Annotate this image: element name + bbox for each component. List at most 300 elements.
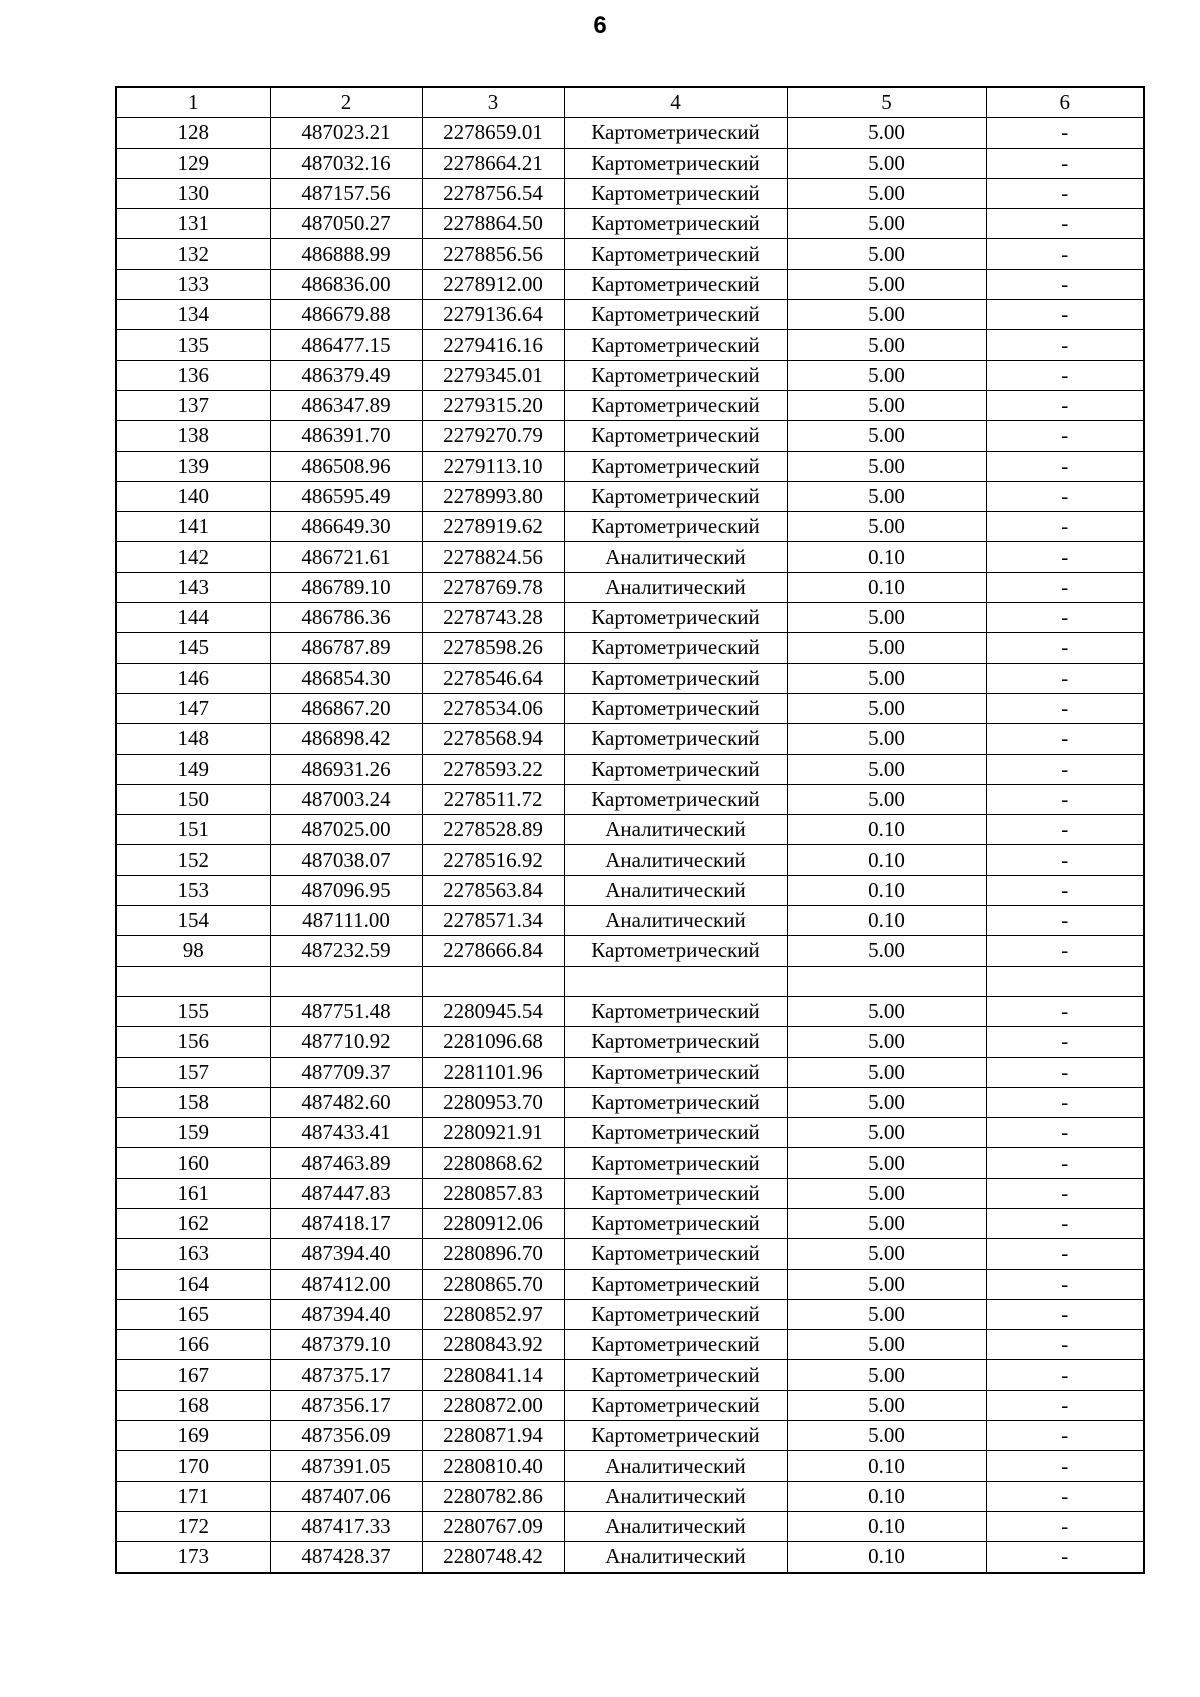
method-cell: Картометрический [564, 996, 787, 1026]
y-coordinate-cell: 2279416.16 [422, 330, 564, 360]
x-coordinate-cell: 487379.10 [270, 1330, 422, 1360]
note-cell: - [986, 118, 1144, 148]
method-cell: Картометрический [564, 269, 787, 299]
x-coordinate-cell: 486787.89 [270, 633, 422, 663]
accuracy-cell: 5.00 [787, 512, 986, 542]
note-cell: - [986, 1360, 1144, 1390]
x-coordinate-cell: 487032.16 [270, 148, 422, 178]
accuracy-cell: 5.00 [787, 996, 986, 1026]
note-cell: - [986, 754, 1144, 784]
y-coordinate-cell: 2280921.91 [422, 1118, 564, 1148]
x-coordinate-cell: 487482.60 [270, 1087, 422, 1117]
note-cell: - [986, 330, 1144, 360]
y-coordinate-cell: 2279345.01 [422, 360, 564, 390]
x-coordinate-cell: 487023.21 [270, 118, 422, 148]
x-coordinate-cell: 487003.24 [270, 784, 422, 814]
x-coordinate-cell: 486508.96 [270, 451, 422, 481]
accuracy-cell: 0.10 [787, 906, 986, 936]
method-cell: Аналитический [564, 1542, 787, 1573]
point-number-cell: 166 [116, 1330, 270, 1360]
y-coordinate-cell: 2279315.20 [422, 390, 564, 420]
note-cell: - [986, 1269, 1144, 1299]
x-coordinate-cell: 487710.92 [270, 1027, 422, 1057]
method-cell: Картометрический [564, 451, 787, 481]
point-number-cell: 139 [116, 451, 270, 481]
table-row [116, 300, 1144, 330]
table-row [116, 512, 1144, 542]
note-cell [986, 966, 1144, 996]
note-cell: - [986, 936, 1144, 966]
accuracy-cell: 5.00 [787, 1057, 986, 1087]
accuracy-cell: 5.00 [787, 330, 986, 360]
table-row [116, 178, 1144, 208]
y-coordinate-cell: 2278528.89 [422, 815, 564, 845]
table-row [116, 875, 1144, 905]
table-row [116, 360, 1144, 390]
y-coordinate-cell: 2279270.79 [422, 421, 564, 451]
note-cell: - [986, 1481, 1144, 1511]
x-coordinate-cell: 487050.27 [270, 209, 422, 239]
method-cell: Картометрический [564, 421, 787, 451]
note-cell: - [986, 815, 1144, 845]
table-row [116, 1511, 1144, 1541]
y-coordinate-cell: 2278593.22 [422, 754, 564, 784]
note-cell: - [986, 845, 1144, 875]
x-coordinate-cell: 487709.37 [270, 1057, 422, 1087]
method-cell: Картометрический [564, 1148, 787, 1178]
note-cell: - [986, 542, 1144, 572]
y-coordinate-cell: 2280868.62 [422, 1148, 564, 1178]
table-body [116, 118, 1144, 1573]
x-coordinate-cell: 486721.61 [270, 542, 422, 572]
method-cell: Картометрический [564, 512, 787, 542]
table-row [116, 663, 1144, 693]
table-row [116, 451, 1144, 481]
table-row [116, 1269, 1144, 1299]
column-header: 4 [564, 87, 787, 118]
point-number-cell: 161 [116, 1178, 270, 1208]
table-row [116, 1027, 1144, 1057]
accuracy-cell: 0.10 [787, 1511, 986, 1541]
x-coordinate-cell: 487394.40 [270, 1299, 422, 1329]
y-coordinate-cell: 2281101.96 [422, 1057, 564, 1087]
method-cell: Картометрический [564, 1330, 787, 1360]
point-number-cell: 155 [116, 996, 270, 1026]
point-number-cell: 156 [116, 1027, 270, 1057]
table-row [116, 906, 1144, 936]
x-coordinate-cell: 486679.88 [270, 300, 422, 330]
note-cell: - [986, 300, 1144, 330]
x-coordinate-cell: 487391.05 [270, 1451, 422, 1481]
x-coordinate-cell: 486931.26 [270, 754, 422, 784]
method-cell: Аналитический [564, 815, 787, 845]
method-cell: Картометрический [564, 1057, 787, 1087]
note-cell: - [986, 1027, 1144, 1057]
method-cell: Картометрический [564, 330, 787, 360]
note-cell: - [986, 512, 1144, 542]
note-cell: - [986, 572, 1144, 602]
note-cell: - [986, 451, 1144, 481]
y-coordinate-cell: 2280896.70 [422, 1239, 564, 1269]
point-number-cell: 152 [116, 845, 270, 875]
point-number-cell: 135 [116, 330, 270, 360]
y-coordinate-cell: 2278666.84 [422, 936, 564, 966]
y-coordinate-cell: 2278912.00 [422, 269, 564, 299]
y-coordinate-cell: 2280871.94 [422, 1421, 564, 1451]
y-coordinate-cell: 2278571.34 [422, 906, 564, 936]
point-number-cell: 133 [116, 269, 270, 299]
x-coordinate-cell: 487111.00 [270, 906, 422, 936]
table-row [116, 936, 1144, 966]
y-coordinate-cell: 2278516.92 [422, 845, 564, 875]
y-coordinate-cell: 2278568.94 [422, 724, 564, 754]
y-coordinate-cell: 2278993.80 [422, 481, 564, 511]
note-cell: - [986, 875, 1144, 905]
point-number-cell: 150 [116, 784, 270, 814]
accuracy-cell: 5.00 [787, 1239, 986, 1269]
x-coordinate-cell: 486477.15 [270, 330, 422, 360]
x-coordinate-cell: 487417.33 [270, 1511, 422, 1541]
method-cell: Картометрический [564, 1299, 787, 1329]
y-coordinate-cell: 2280841.14 [422, 1360, 564, 1390]
accuracy-cell: 5.00 [787, 724, 986, 754]
x-coordinate-cell: 487025.00 [270, 815, 422, 845]
point-number-cell: 144 [116, 603, 270, 633]
x-coordinate-cell: 487407.06 [270, 1481, 422, 1511]
table-row [116, 1451, 1144, 1481]
x-coordinate-cell: 486347.89 [270, 390, 422, 420]
table-row [116, 1481, 1144, 1511]
note-cell: - [986, 269, 1144, 299]
column-header: 1 [116, 87, 270, 118]
method-cell: Картометрический [564, 1390, 787, 1420]
accuracy-cell: 5.00 [787, 936, 986, 966]
table-header-row [116, 87, 1144, 118]
note-cell: - [986, 1118, 1144, 1148]
x-coordinate-cell: 487232.59 [270, 936, 422, 966]
note-cell: - [986, 239, 1144, 269]
point-number-cell: 163 [116, 1239, 270, 1269]
y-coordinate-cell: 2280767.09 [422, 1511, 564, 1541]
method-cell: Картометрический [564, 118, 787, 148]
x-coordinate-cell: 487038.07 [270, 845, 422, 875]
accuracy-cell [787, 966, 986, 996]
x-coordinate-cell: 487751.48 [270, 996, 422, 1026]
x-coordinate-cell: 486867.20 [270, 693, 422, 723]
x-coordinate-cell: 487356.09 [270, 1421, 422, 1451]
point-number-cell: 128 [116, 118, 270, 148]
point-number-cell: 148 [116, 724, 270, 754]
accuracy-cell: 0.10 [787, 542, 986, 572]
method-cell: Картометрический [564, 1421, 787, 1451]
accuracy-cell: 5.00 [787, 1118, 986, 1148]
table-row [116, 1360, 1144, 1390]
table-row [116, 1178, 1144, 1208]
x-coordinate-cell: 486391.70 [270, 421, 422, 451]
method-cell: Картометрический [564, 633, 787, 663]
accuracy-cell: 5.00 [787, 1269, 986, 1299]
note-cell: - [986, 360, 1144, 390]
table-row [116, 1390, 1144, 1420]
accuracy-cell: 5.00 [787, 603, 986, 633]
note-cell: - [986, 693, 1144, 723]
y-coordinate-cell: 2278919.62 [422, 512, 564, 542]
page-number: 6 [593, 12, 607, 39]
y-coordinate-cell: 2278511.72 [422, 784, 564, 814]
y-coordinate-cell: 2280912.06 [422, 1208, 564, 1238]
note-cell: - [986, 1542, 1144, 1573]
x-coordinate-cell: 486649.30 [270, 512, 422, 542]
accuracy-cell: 5.00 [787, 1360, 986, 1390]
method-cell: Картометрический [564, 178, 787, 208]
y-coordinate-cell: 2280945.54 [422, 996, 564, 1026]
x-coordinate-cell: 486789.10 [270, 572, 422, 602]
note-cell: - [986, 1511, 1144, 1541]
note-cell: - [986, 603, 1144, 633]
accuracy-cell: 5.00 [787, 209, 986, 239]
method-cell: Аналитический [564, 572, 787, 602]
y-coordinate-cell: 2278856.56 [422, 239, 564, 269]
point-number-cell: 168 [116, 1390, 270, 1420]
y-coordinate-cell: 2279113.10 [422, 451, 564, 481]
table-row [116, 815, 1144, 845]
accuracy-cell: 0.10 [787, 815, 986, 845]
method-cell: Картометрический [564, 1178, 787, 1208]
table-row [116, 966, 1144, 996]
x-coordinate-cell: 487096.95 [270, 875, 422, 905]
method-cell: Картометрический [564, 693, 787, 723]
accuracy-cell: 5.00 [787, 421, 986, 451]
point-number-cell: 134 [116, 300, 270, 330]
y-coordinate-cell: 2278824.56 [422, 542, 564, 572]
x-coordinate-cell: 487428.37 [270, 1542, 422, 1573]
accuracy-cell: 5.00 [787, 1148, 986, 1178]
accuracy-cell: 5.00 [787, 663, 986, 693]
method-cell: Аналитический [564, 906, 787, 936]
point-number-cell: 149 [116, 754, 270, 784]
x-coordinate-cell: 486595.49 [270, 481, 422, 511]
note-cell: - [986, 996, 1144, 1026]
point-number-cell: 169 [116, 1421, 270, 1451]
point-number-cell: 137 [116, 390, 270, 420]
point-number-cell: 145 [116, 633, 270, 663]
method-cell: Картометрический [564, 936, 787, 966]
note-cell: - [986, 481, 1144, 511]
y-coordinate-cell: 2279136.64 [422, 300, 564, 330]
note-cell: - [986, 663, 1144, 693]
table-row [116, 1208, 1144, 1238]
method-cell: Аналитический [564, 1481, 787, 1511]
point-number-cell: 143 [116, 572, 270, 602]
point-number-cell: 162 [116, 1208, 270, 1238]
table-row [116, 693, 1144, 723]
point-number-cell: 146 [116, 663, 270, 693]
method-cell: Картометрический [564, 1239, 787, 1269]
accuracy-cell: 0.10 [787, 1542, 986, 1573]
point-number-cell: 170 [116, 1451, 270, 1481]
method-cell: Картометрический [564, 1027, 787, 1057]
note-cell: - [986, 906, 1144, 936]
point-number-cell: 165 [116, 1299, 270, 1329]
accuracy-cell: 5.00 [787, 754, 986, 784]
method-cell: Аналитический [564, 875, 787, 905]
table-row [116, 1421, 1144, 1451]
point-number-cell: 157 [116, 1057, 270, 1087]
table-row [116, 330, 1144, 360]
note-cell: - [986, 784, 1144, 814]
method-cell [564, 966, 787, 996]
point-number-cell: 140 [116, 481, 270, 511]
y-coordinate-cell: 2280872.00 [422, 1390, 564, 1420]
y-coordinate-cell: 2278756.54 [422, 178, 564, 208]
note-cell: - [986, 1451, 1144, 1481]
note-cell: - [986, 421, 1144, 451]
point-number-cell: 98 [116, 936, 270, 966]
x-coordinate-cell: 487447.83 [270, 1178, 422, 1208]
note-cell: - [986, 1239, 1144, 1269]
accuracy-cell: 5.00 [787, 178, 986, 208]
method-cell: Картометрический [564, 663, 787, 693]
table-row [116, 754, 1144, 784]
x-coordinate-cell: 487356.17 [270, 1390, 422, 1420]
note-cell: - [986, 1330, 1144, 1360]
point-number-cell: 138 [116, 421, 270, 451]
x-coordinate-cell [270, 966, 422, 996]
table-row [116, 1542, 1144, 1573]
point-number-cell: 160 [116, 1148, 270, 1178]
x-coordinate-cell: 487375.17 [270, 1360, 422, 1390]
method-cell: Аналитический [564, 845, 787, 875]
point-number-cell: 171 [116, 1481, 270, 1511]
method-cell: Картометрический [564, 784, 787, 814]
y-coordinate-cell: 2278769.78 [422, 572, 564, 602]
method-cell: Картометрический [564, 1269, 787, 1299]
x-coordinate-cell: 486898.42 [270, 724, 422, 754]
x-coordinate-cell: 486854.30 [270, 663, 422, 693]
accuracy-cell: 5.00 [787, 1330, 986, 1360]
method-cell: Картометрический [564, 754, 787, 784]
y-coordinate-cell [422, 966, 564, 996]
note-cell: - [986, 178, 1144, 208]
table-row [116, 1057, 1144, 1087]
table-row [116, 1299, 1144, 1329]
y-coordinate-cell: 2280782.86 [422, 1481, 564, 1511]
method-cell: Картометрический [564, 481, 787, 511]
note-cell: - [986, 724, 1144, 754]
point-number-cell: 151 [116, 815, 270, 845]
method-cell: Картометрический [564, 148, 787, 178]
accuracy-cell: 0.10 [787, 1451, 986, 1481]
accuracy-cell: 5.00 [787, 239, 986, 269]
note-cell: - [986, 1421, 1144, 1451]
table-row [116, 421, 1144, 451]
note-cell: - [986, 209, 1144, 239]
method-cell: Картометрический [564, 1118, 787, 1148]
x-coordinate-cell: 487394.40 [270, 1239, 422, 1269]
method-cell: Картометрический [564, 603, 787, 633]
y-coordinate-cell: 2280852.97 [422, 1299, 564, 1329]
table-row [116, 481, 1144, 511]
note-cell: - [986, 1148, 1144, 1178]
column-header: 5 [787, 87, 986, 118]
x-coordinate-cell: 486888.99 [270, 239, 422, 269]
point-number-cell: 172 [116, 1511, 270, 1541]
y-coordinate-cell: 2278598.26 [422, 633, 564, 663]
y-coordinate-cell: 2278864.50 [422, 209, 564, 239]
method-cell: Картометрический [564, 390, 787, 420]
note-cell: - [986, 1057, 1144, 1087]
y-coordinate-cell: 2280810.40 [422, 1451, 564, 1481]
point-number-cell: 159 [116, 1118, 270, 1148]
accuracy-cell: 5.00 [787, 693, 986, 723]
point-number-cell: 131 [116, 209, 270, 239]
accuracy-cell: 0.10 [787, 845, 986, 875]
accuracy-cell: 5.00 [787, 1421, 986, 1451]
note-cell: - [986, 1299, 1144, 1329]
table-row [116, 148, 1144, 178]
y-coordinate-cell: 2278534.06 [422, 693, 564, 723]
accuracy-cell: 5.00 [787, 148, 986, 178]
point-number-cell: 154 [116, 906, 270, 936]
accuracy-cell: 5.00 [787, 1087, 986, 1117]
table-row [116, 845, 1144, 875]
table-row [116, 1239, 1144, 1269]
method-cell: Картометрический [564, 360, 787, 390]
y-coordinate-cell: 2280748.42 [422, 1542, 564, 1573]
point-number-cell [116, 966, 270, 996]
table-row [116, 239, 1144, 269]
point-number-cell: 173 [116, 1542, 270, 1573]
point-number-cell: 158 [116, 1087, 270, 1117]
x-coordinate-cell: 486836.00 [270, 269, 422, 299]
table-row [116, 784, 1144, 814]
accuracy-cell: 5.00 [787, 784, 986, 814]
table-row [116, 724, 1144, 754]
y-coordinate-cell: 2280857.83 [422, 1178, 564, 1208]
y-coordinate-cell: 2278743.28 [422, 603, 564, 633]
table-row [116, 118, 1144, 148]
table-row [116, 633, 1144, 663]
accuracy-cell: 5.00 [787, 1299, 986, 1329]
method-cell: Картометрический [564, 1087, 787, 1117]
note-cell: - [986, 148, 1144, 178]
column-header: 3 [422, 87, 564, 118]
accuracy-cell: 5.00 [787, 269, 986, 299]
point-number-cell: 130 [116, 178, 270, 208]
y-coordinate-cell: 2280865.70 [422, 1269, 564, 1299]
method-cell: Картометрический [564, 209, 787, 239]
point-number-cell: 136 [116, 360, 270, 390]
y-coordinate-cell: 2278659.01 [422, 118, 564, 148]
table-row [116, 1148, 1144, 1178]
point-number-cell: 153 [116, 875, 270, 905]
note-cell: - [986, 1178, 1144, 1208]
accuracy-cell: 5.00 [787, 360, 986, 390]
table-row [116, 1330, 1144, 1360]
x-coordinate-cell: 487433.41 [270, 1118, 422, 1148]
column-header: 2 [270, 87, 422, 118]
method-cell: Картометрический [564, 239, 787, 269]
point-number-cell: 142 [116, 542, 270, 572]
method-cell: Аналитический [564, 542, 787, 572]
point-number-cell: 141 [116, 512, 270, 542]
x-coordinate-cell: 487463.89 [270, 1148, 422, 1178]
method-cell: Картометрический [564, 1208, 787, 1238]
accuracy-cell: 5.00 [787, 1178, 986, 1208]
method-cell: Аналитический [564, 1451, 787, 1481]
accuracy-cell: 5.00 [787, 633, 986, 663]
x-coordinate-cell: 487418.17 [270, 1208, 422, 1238]
